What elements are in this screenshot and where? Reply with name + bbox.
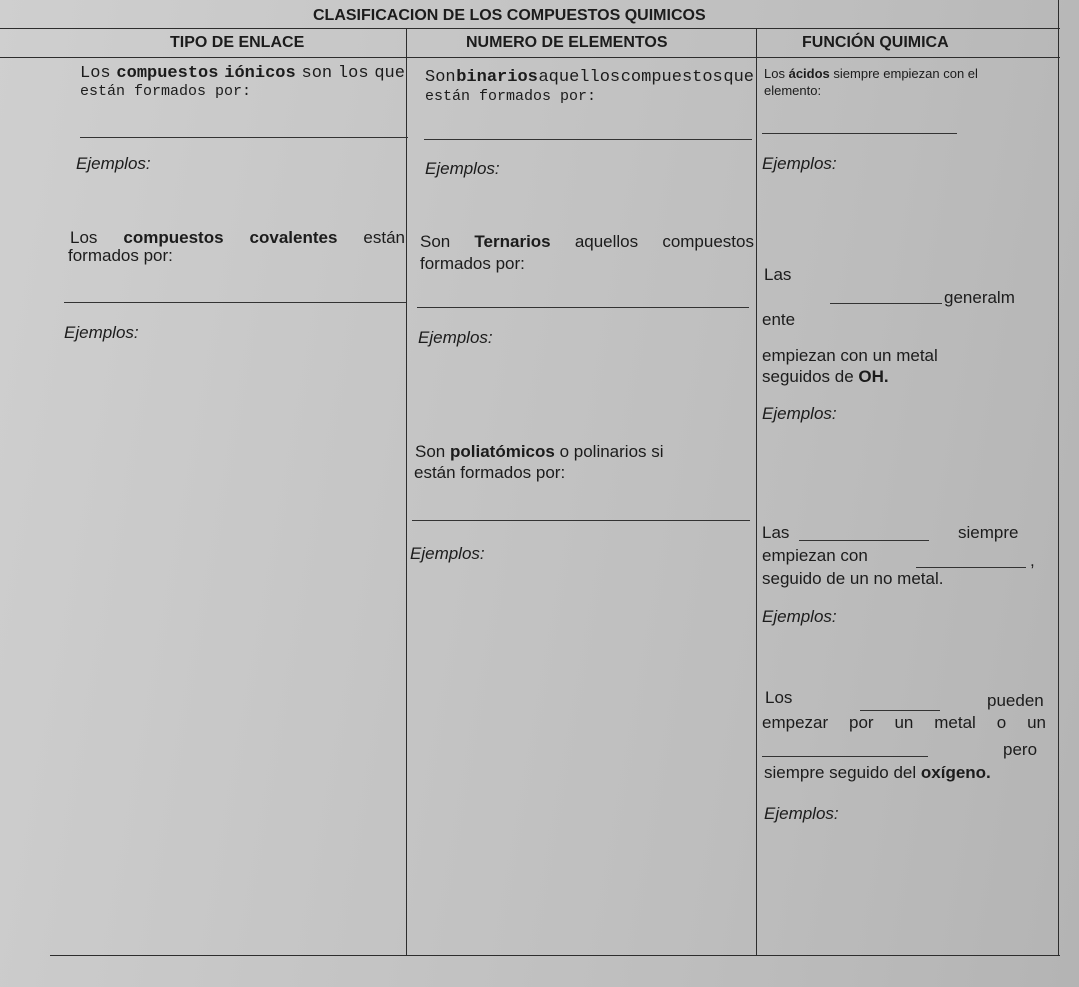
binarios-answer-blank [424, 139, 752, 140]
oxisales-examples-label: Ejemplos: [764, 804, 839, 823]
binarios-definition-line1: Son binarios aquellos compuestos que [425, 68, 754, 87]
header-funcion-quimica: FUNCIÓN QUIMICA [802, 34, 949, 51]
covalent-definition-line1: Los compuestos covalentes están [70, 228, 405, 247]
sales-answer-blank-1 [799, 540, 929, 541]
poliatomicos-examples-label: Ejemplos: [410, 544, 485, 563]
bases-definition-line3: ente [762, 310, 796, 329]
binarios-examples-label: Ejemplos: [425, 159, 500, 178]
bases-definition-line4: empiezan con un metal [762, 346, 938, 365]
sales-definition-line1-end: siempre [958, 523, 1019, 542]
page-title: CLASIFICACION DE LOS COMPUESTOS QUIMICOS [313, 7, 706, 24]
header-numero-de-elementos: NUMERO DE ELEMENTOS [466, 34, 668, 51]
sales-definition-line2: empiezan con [762, 546, 868, 565]
ionic-definition-line2: están formados por: [80, 83, 252, 100]
header-tipo-de-enlace: TIPO DE ENLACE [170, 34, 305, 51]
sales-examples-label: Ejemplos: [762, 607, 837, 626]
acidos-examples-label: Ejemplos: [762, 154, 837, 173]
table-bottom-border [50, 955, 1060, 956]
oxisales-definition-line4: siempre seguido del oxígeno. [764, 763, 991, 782]
ternarios-answer-blank [417, 307, 749, 308]
ternarios-definition-line2: formados por: [420, 254, 525, 273]
bases-definition-line5: seguidos de OH. [762, 367, 889, 386]
covalent-definition-line2: formados por: [68, 246, 173, 265]
oxisales-definition-line1-end: pueden [987, 691, 1044, 710]
bases-answer-blank [830, 303, 942, 304]
ionic-answer-blank [80, 137, 408, 138]
acidos-definition-line1: Los ácidos siempre empiezan con el [764, 66, 978, 81]
sales-definition-line3: seguido de un no metal. [762, 569, 944, 588]
oxisales-definition-line2: empezar por un metal o un [762, 713, 1046, 732]
ternarios-definition-line1: Son Ternarios aquellos compuestos [420, 232, 754, 251]
covalent-examples-label: Ejemplos: [64, 323, 139, 342]
column-divider-2 [756, 28, 757, 956]
bases-definition-line1: Las [764, 265, 792, 284]
binarios-definition-line2: están formados por: [425, 88, 597, 105]
oxisales-definition-line3: pero [1003, 740, 1038, 759]
column-divider-1 [406, 28, 407, 956]
oxisales-answer-blank-1 [860, 710, 940, 711]
poliatomicos-definition-line2: están formados por: [414, 463, 566, 482]
bases-definition-line2: generalm [944, 288, 1015, 307]
table-top-border [0, 28, 1060, 29]
oxisales-answer-blank-2 [762, 756, 928, 757]
ternarios-examples-label: Ejemplos: [418, 328, 493, 347]
ionic-examples-label: Ejemplos: [76, 154, 151, 173]
ionic-definition-line1: Los compuestos iónicos son los que [80, 64, 405, 83]
table-right-border [1058, 0, 1059, 956]
poliatomicos-answer-blank [412, 520, 750, 521]
acidos-definition-line2: elemento: [764, 83, 822, 98]
header-row-border [0, 57, 1060, 58]
sales-definition-line1-start: Las [762, 523, 790, 542]
sales-definition-line2-comma: , [1030, 551, 1035, 570]
sales-answer-blank-2 [916, 567, 1026, 568]
poliatomicos-definition-line1: Son poliatómicos o polinarios si [415, 442, 664, 461]
bases-examples-label: Ejemplos: [762, 404, 837, 423]
covalent-answer-blank [64, 302, 406, 303]
oxisales-definition-line1-start: Los [765, 688, 793, 707]
acidos-answer-blank [762, 133, 957, 134]
